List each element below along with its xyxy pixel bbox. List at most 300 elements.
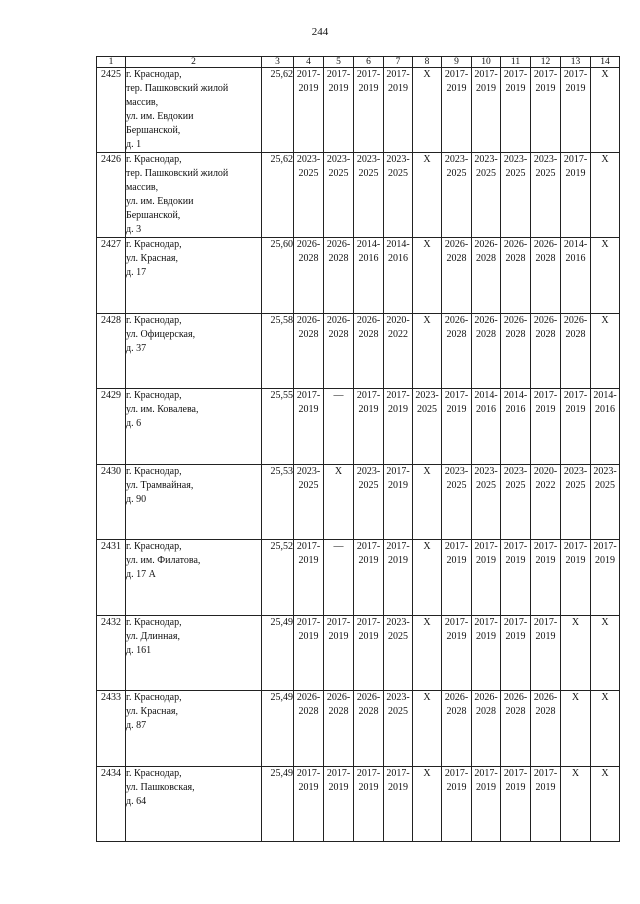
period-end: 2019	[446, 555, 467, 566]
period-start: 2017-	[503, 541, 528, 552]
address-cell	[126, 314, 262, 389]
period-cell	[413, 314, 442, 389]
period-end: 2025	[476, 480, 496, 491]
period-cell	[294, 691, 324, 767]
period-end: 2025	[595, 480, 615, 491]
address-cell	[126, 389, 262, 465]
period-cell	[442, 389, 472, 465]
period-value	[501, 314, 530, 342]
period-cell	[384, 153, 413, 238]
period-value	[294, 767, 323, 795]
page-number: 244	[311, 26, 329, 38]
period-end: 2019	[535, 404, 556, 415]
period-end: 2019	[446, 404, 467, 415]
period-value: X	[423, 692, 431, 703]
period-value: X	[423, 69, 431, 80]
period-start: 2017-	[563, 154, 588, 165]
period-start: 2017-	[503, 768, 528, 779]
period-cell	[501, 465, 531, 540]
period-end: 2028	[328, 253, 349, 264]
period-cell	[561, 691, 591, 767]
period-start: 2017-	[326, 617, 351, 628]
period-value: X	[423, 768, 431, 779]
period-value	[413, 389, 441, 417]
period-value	[354, 616, 383, 644]
period-end: 2016	[505, 404, 526, 415]
period-cell	[413, 616, 442, 691]
period-cell	[354, 389, 384, 465]
area-cell: 25,62	[262, 153, 294, 238]
row-number: 2433	[97, 691, 126, 767]
period-cell	[413, 465, 442, 540]
row-number: 2426	[97, 153, 126, 238]
period-end: 2019	[328, 782, 349, 793]
address-line: ул. Красная,	[126, 253, 178, 264]
period-end: 2019	[358, 555, 379, 566]
address-line: ул. им. Филатова,	[126, 555, 201, 566]
period-cell	[324, 540, 354, 616]
period-start: 2023-	[533, 154, 558, 165]
period-cell	[591, 68, 620, 153]
period-start: 2023-	[474, 154, 498, 165]
address-line: ул. Пашковская,	[126, 782, 195, 793]
period-end: 2025	[388, 631, 408, 642]
address-line: г. Краснодар,	[126, 466, 182, 477]
period-end: 2016	[358, 253, 379, 264]
address-line: тер. Пашковский жилой	[126, 168, 229, 179]
period-start: 2017-	[326, 768, 351, 779]
address-cell	[126, 691, 262, 767]
period-cell	[354, 691, 384, 767]
period-value	[442, 153, 471, 181]
period-cell	[472, 767, 501, 842]
table-row	[97, 616, 620, 691]
period-value	[384, 68, 412, 96]
column-header: 1	[97, 57, 126, 68]
period-value	[442, 767, 471, 795]
period-start: 2017-	[444, 768, 469, 779]
period-value	[384, 691, 412, 719]
area-cell: 25,52	[262, 540, 294, 616]
period-value	[531, 540, 560, 568]
period-start: 2023-	[386, 617, 410, 628]
period-cell	[354, 153, 384, 238]
period-value: —	[333, 541, 344, 552]
period-value: X	[601, 315, 609, 326]
period-end: 2028	[358, 706, 379, 717]
address-line: д. 6	[126, 418, 142, 429]
period-cell	[442, 238, 472, 314]
period-cell	[354, 238, 384, 314]
row-number: 2432	[97, 616, 126, 691]
column-header: 13	[561, 57, 591, 68]
period-start: 2014-	[386, 239, 410, 250]
period-cell	[294, 767, 324, 842]
period-value	[472, 389, 500, 417]
period-value	[294, 616, 323, 644]
period-end: 2025	[388, 168, 408, 179]
period-value	[442, 68, 471, 96]
address-line: г. Краснодар,	[126, 692, 182, 703]
address-line: массив,	[126, 182, 159, 193]
period-cell	[442, 68, 472, 153]
period-cell	[294, 314, 324, 389]
period-cell	[501, 389, 531, 465]
period-value: X	[601, 239, 609, 250]
table-row	[97, 314, 620, 389]
area-cell: 25,55	[262, 389, 294, 465]
period-end: 2019	[358, 404, 379, 415]
period-cell	[561, 465, 591, 540]
period-cell	[591, 767, 620, 842]
period-value	[472, 540, 500, 568]
row-number: 2427	[97, 238, 126, 314]
period-end: 2028	[505, 253, 526, 264]
period-value	[531, 238, 560, 266]
period-end: 2019	[565, 83, 586, 94]
period-cell	[531, 540, 561, 616]
period-value	[384, 238, 412, 266]
period-cell	[501, 691, 531, 767]
period-start: 2017-	[563, 541, 588, 552]
period-start: 2026-	[296, 692, 321, 703]
period-start: 2026-	[533, 239, 558, 250]
period-end: 2025	[298, 480, 319, 491]
period-end: 2019	[298, 782, 319, 793]
address-line: Бершанской,	[126, 125, 181, 136]
address-cell	[126, 540, 262, 616]
period-value: X	[601, 768, 609, 779]
period-value	[472, 691, 500, 719]
period-value	[384, 616, 412, 644]
period-end: 2025	[298, 168, 319, 179]
period-value	[324, 767, 353, 795]
address-line: г. Краснодар,	[126, 541, 182, 552]
period-cell	[591, 691, 620, 767]
period-cell	[354, 540, 384, 616]
period-cell	[472, 68, 501, 153]
period-cell	[531, 238, 561, 314]
period-cell	[294, 389, 324, 465]
period-value	[531, 68, 560, 96]
period-value	[294, 153, 323, 181]
period-value	[561, 389, 590, 417]
row-number: 2430	[97, 465, 126, 540]
period-value	[472, 767, 500, 795]
period-value	[384, 314, 412, 342]
table-row	[97, 691, 620, 767]
period-cell	[501, 68, 531, 153]
column-header: 14	[591, 57, 620, 68]
period-cell	[324, 465, 354, 540]
period-start: 2017-	[533, 768, 558, 779]
period-value	[472, 616, 500, 644]
period-cell	[324, 389, 354, 465]
period-start: 2023-	[503, 466, 528, 477]
period-start: 2017-	[533, 617, 558, 628]
area-cell: 25,60	[262, 238, 294, 314]
period-end: 2019	[446, 782, 467, 793]
period-value: X	[423, 315, 431, 326]
period-cell	[413, 68, 442, 153]
period-cell	[472, 691, 501, 767]
period-value	[442, 691, 471, 719]
period-start: 2017-	[296, 69, 321, 80]
period-cell	[591, 314, 620, 389]
period-value	[324, 691, 353, 719]
period-end: 2019	[298, 83, 319, 94]
table-row	[97, 153, 620, 238]
area-cell: 25,49	[262, 767, 294, 842]
address-line: г. Краснодар,	[126, 390, 182, 401]
period-end: 2028	[446, 253, 467, 264]
period-end: 2019	[565, 555, 586, 566]
period-start: 2017-	[356, 541, 381, 552]
address-line: Бершанской,	[126, 210, 181, 221]
address-line: д. 17	[126, 267, 147, 278]
period-start: 2026-	[503, 692, 528, 703]
period-start: 2017-	[444, 617, 469, 628]
period-start: 2014-	[474, 390, 498, 401]
period-value: X	[601, 617, 609, 628]
period-value	[442, 314, 471, 342]
period-end: 2025	[358, 480, 379, 491]
column-header: 9	[442, 57, 472, 68]
address-line: г. Краснодар,	[126, 239, 182, 250]
period-value	[294, 691, 323, 719]
period-value	[591, 540, 619, 568]
period-cell	[561, 767, 591, 842]
period-value: X	[423, 617, 431, 628]
period-start: 2020-	[386, 315, 410, 326]
period-start: 2017-	[356, 69, 381, 80]
period-cell	[501, 540, 531, 616]
table-row	[97, 465, 620, 540]
period-value	[354, 465, 383, 493]
period-start: 2026-	[503, 239, 528, 250]
period-value	[324, 238, 353, 266]
period-end: 2025	[328, 168, 349, 179]
period-cell	[384, 691, 413, 767]
period-start: 2017-	[563, 69, 588, 80]
period-cell	[501, 767, 531, 842]
period-end: 2019	[565, 168, 586, 179]
period-end: 2019	[505, 555, 526, 566]
period-end: 2025	[505, 168, 526, 179]
address-line: тер. Пашковский жилой	[126, 83, 229, 94]
period-end: 2019	[328, 83, 349, 94]
period-value	[501, 691, 530, 719]
address-line: д. 3	[126, 224, 142, 235]
period-end: 2019	[535, 782, 556, 793]
period-value	[591, 389, 619, 417]
address-line: ул. Красная,	[126, 706, 178, 717]
period-start: 2014-	[593, 390, 617, 401]
period-value	[384, 540, 412, 568]
period-start: 2023-	[296, 154, 321, 165]
period-cell	[413, 153, 442, 238]
period-cell	[413, 238, 442, 314]
period-end: 2019	[476, 555, 496, 566]
period-start: 2017-	[533, 541, 558, 552]
period-value	[294, 68, 323, 96]
period-end: 2019	[388, 555, 408, 566]
period-end: 2019	[476, 782, 496, 793]
period-value: X	[571, 768, 580, 779]
period-cell	[294, 68, 324, 153]
period-value	[501, 767, 530, 795]
address-line: г. Краснодар,	[126, 69, 182, 80]
period-start: 2017-	[296, 768, 321, 779]
column-header: 2	[126, 57, 262, 68]
period-value	[442, 465, 471, 493]
period-value	[531, 389, 560, 417]
period-cell	[384, 540, 413, 616]
period-end: 2016	[565, 253, 586, 264]
period-start: 2017-	[563, 390, 588, 401]
period-cell	[384, 616, 413, 691]
period-start: 2017-	[386, 390, 410, 401]
table-row	[97, 389, 620, 465]
period-value: X	[601, 69, 609, 80]
period-value	[591, 465, 619, 493]
period-cell	[384, 238, 413, 314]
period-value	[561, 68, 590, 96]
period-value	[384, 153, 412, 181]
period-start: 2017-	[356, 617, 381, 628]
period-cell	[591, 465, 620, 540]
period-value	[561, 465, 590, 493]
period-cell	[354, 616, 384, 691]
period-start: 2017-	[533, 69, 558, 80]
address-cell	[126, 153, 262, 238]
period-cell	[561, 238, 591, 314]
period-end: 2028	[446, 706, 467, 717]
period-start: 2017-	[503, 69, 528, 80]
period-cell	[472, 616, 501, 691]
column-header: 10	[472, 57, 501, 68]
period-start: 2026-	[444, 239, 469, 250]
period-value	[501, 238, 530, 266]
address-line: д. 37	[126, 343, 147, 354]
period-cell	[561, 616, 591, 691]
area-cell: 25,58	[262, 314, 294, 389]
address-line: г. Краснодар,	[126, 315, 182, 326]
period-cell	[591, 616, 620, 691]
period-start: 2014-	[563, 239, 588, 250]
period-value	[354, 314, 383, 342]
period-value: X	[423, 466, 431, 477]
period-end: 2025	[446, 480, 467, 491]
address-line: ул. им. Ковалева,	[126, 404, 199, 415]
period-start: 2026-	[474, 315, 498, 326]
period-start: 2017-	[593, 541, 617, 552]
period-cell	[384, 767, 413, 842]
period-value	[561, 238, 590, 266]
period-cell	[501, 153, 531, 238]
period-value	[472, 153, 500, 181]
period-value	[531, 314, 560, 342]
period-end: 2028	[298, 706, 319, 717]
period-end: 2028	[535, 329, 556, 340]
column-header: 4	[294, 57, 324, 68]
period-end: 2016	[388, 253, 408, 264]
period-cell	[294, 238, 324, 314]
period-end: 2019	[298, 404, 319, 415]
period-value	[561, 153, 590, 181]
period-cell	[294, 465, 324, 540]
period-start: 2026-	[296, 239, 321, 250]
period-value	[442, 389, 471, 417]
address-cell	[126, 616, 262, 691]
period-cell	[531, 691, 561, 767]
period-end: 2028	[535, 253, 556, 264]
period-end: 2019	[298, 555, 319, 566]
period-cell	[561, 153, 591, 238]
period-end: 2022	[535, 480, 556, 491]
period-start: 2017-	[533, 390, 558, 401]
period-end: 2019	[358, 782, 379, 793]
period-cell	[531, 153, 561, 238]
period-end: 2019	[595, 555, 615, 566]
period-cell	[384, 389, 413, 465]
period-start: 2023-	[593, 466, 617, 477]
row-number: 2425	[97, 68, 126, 153]
period-value	[501, 616, 530, 644]
period-end: 2028	[358, 329, 379, 340]
period-end: 2028	[328, 706, 349, 717]
period-cell	[324, 691, 354, 767]
period-value	[531, 691, 560, 719]
row-number: 2434	[97, 767, 126, 842]
period-value	[354, 238, 383, 266]
period-start: 2017-	[296, 541, 321, 552]
period-cell	[294, 540, 324, 616]
period-start: 2017-	[356, 390, 381, 401]
period-cell	[354, 767, 384, 842]
period-end: 2019	[505, 83, 526, 94]
period-value	[354, 767, 383, 795]
period-cell	[294, 153, 324, 238]
period-cell	[531, 616, 561, 691]
period-cell	[501, 314, 531, 389]
period-start: 2026-	[326, 315, 351, 326]
table-row	[97, 767, 620, 842]
period-end: 2019	[565, 404, 586, 415]
period-cell	[501, 238, 531, 314]
period-end: 2025	[358, 168, 379, 179]
period-start: 2026-	[533, 315, 558, 326]
period-end: 2019	[476, 631, 496, 642]
period-cell	[561, 68, 591, 153]
period-value	[531, 465, 560, 493]
period-cell	[472, 540, 501, 616]
period-cell	[591, 153, 620, 238]
period-start: 2026-	[563, 315, 588, 326]
period-end: 2019	[446, 83, 467, 94]
period-end: 2022	[388, 329, 408, 340]
period-start: 2017-	[356, 768, 381, 779]
period-cell	[531, 767, 561, 842]
address-line: г. Краснодар,	[126, 154, 182, 165]
column-header: 5	[324, 57, 354, 68]
period-cell	[324, 153, 354, 238]
period-end: 2025	[476, 168, 496, 179]
period-value	[561, 314, 590, 342]
period-cell	[384, 314, 413, 389]
address-line: ул. Трамвайная,	[126, 480, 194, 491]
period-end: 2019	[358, 83, 379, 94]
